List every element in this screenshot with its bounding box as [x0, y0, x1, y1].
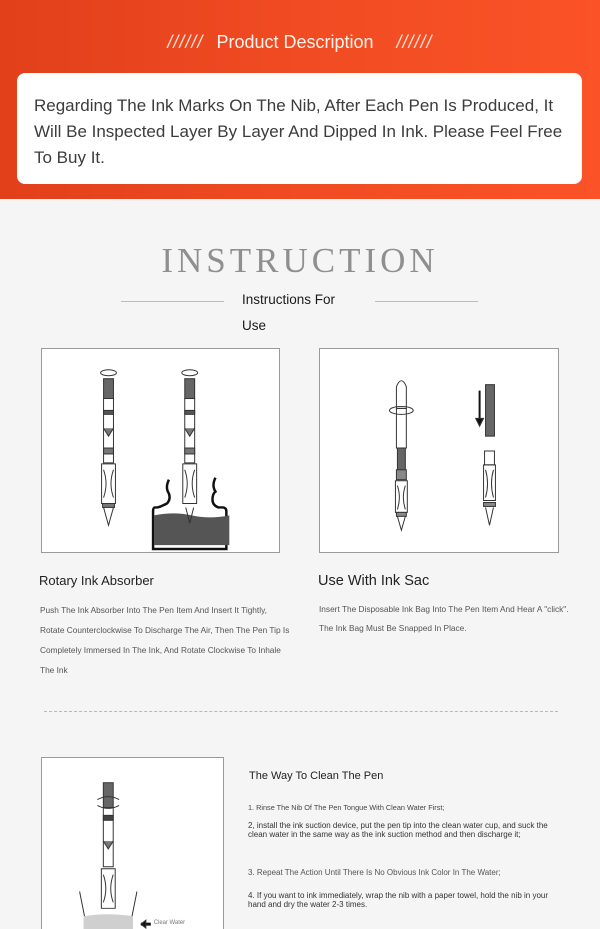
instruction-heading: INSTRUCTION: [161, 241, 439, 280]
step-body-use-with-ink-sac: Insert The Disposable Ink Bag Into The Pen Item And Hear A "click". The Ink Bag Must Be Snapped In Place.: [319, 604, 569, 633]
pen-cleaning-icon: [42, 758, 223, 929]
cleaning-step-2: 2, install the ink suction device, put the pen tip into the clean water cup, and suck the clean water in the same way as the ink suction method and then discharge it;: [248, 821, 548, 839]
dashed-divider: [44, 711, 558, 712]
product-description-banner: [0, 0, 600, 199]
pen-converter-icon: [42, 349, 279, 552]
decorative-slashes-left: //////: [167, 32, 204, 52]
section-title: [0, 30, 600, 54]
description-text: Regarding The Ink Marks On The Nib, After Each Pen Is Produced, It Will Be Inspected Layer By Layer And Dipped In Ink. Please Feel Free To Buy It.: [34, 96, 563, 167]
divider-left: [121, 301, 224, 302]
decorative-slashes-right: //////: [396, 32, 433, 52]
step-body-rotary-ink-absorber: Push The Ink Absorber Into The Pen Item And Insert It Tightly, Rotate Counterclockwise To Discharge The Air, Then The Pen Tip Is Completely Immersed In The Ink, And Rotate Clockwise To Inhale The Ink: [40, 605, 290, 675]
description-card: [17, 73, 582, 184]
divider-right: [375, 301, 478, 302]
ink-sac-illustration: [319, 348, 559, 553]
cleaning-title: The Way To Clean The Pen: [249, 770, 384, 782]
cleaning-illustration: [41, 757, 224, 929]
step-title-rotary-ink-absorber: Rotary Ink Absorber: [39, 573, 154, 588]
instruction-subtitle: Instructions For Use: [242, 292, 336, 333]
clear-water-label: Clear Water: [153, 920, 186, 927]
step-title-use-with-ink-sac: Use With Ink Sac: [318, 573, 430, 589]
cleaning-step-1: 1. Rinse The Nib Of The Pen Tongue With Clean Water First;: [248, 803, 445, 812]
pen-cartridge-icon: [320, 349, 558, 552]
cleaning-step-4: 4. If you want to ink immediately, wrap the nib with a paper towel, hold the nib in your hand and dry the water 2-3 times.: [248, 891, 549, 909]
product-description-title: Product Description: [216, 32, 374, 52]
cleaning-step-3: 3. Repeat The Action Until There Is No Obvious Ink Color In The Water;: [248, 868, 501, 877]
rotary-ink-absorber-illustration: [41, 348, 280, 553]
